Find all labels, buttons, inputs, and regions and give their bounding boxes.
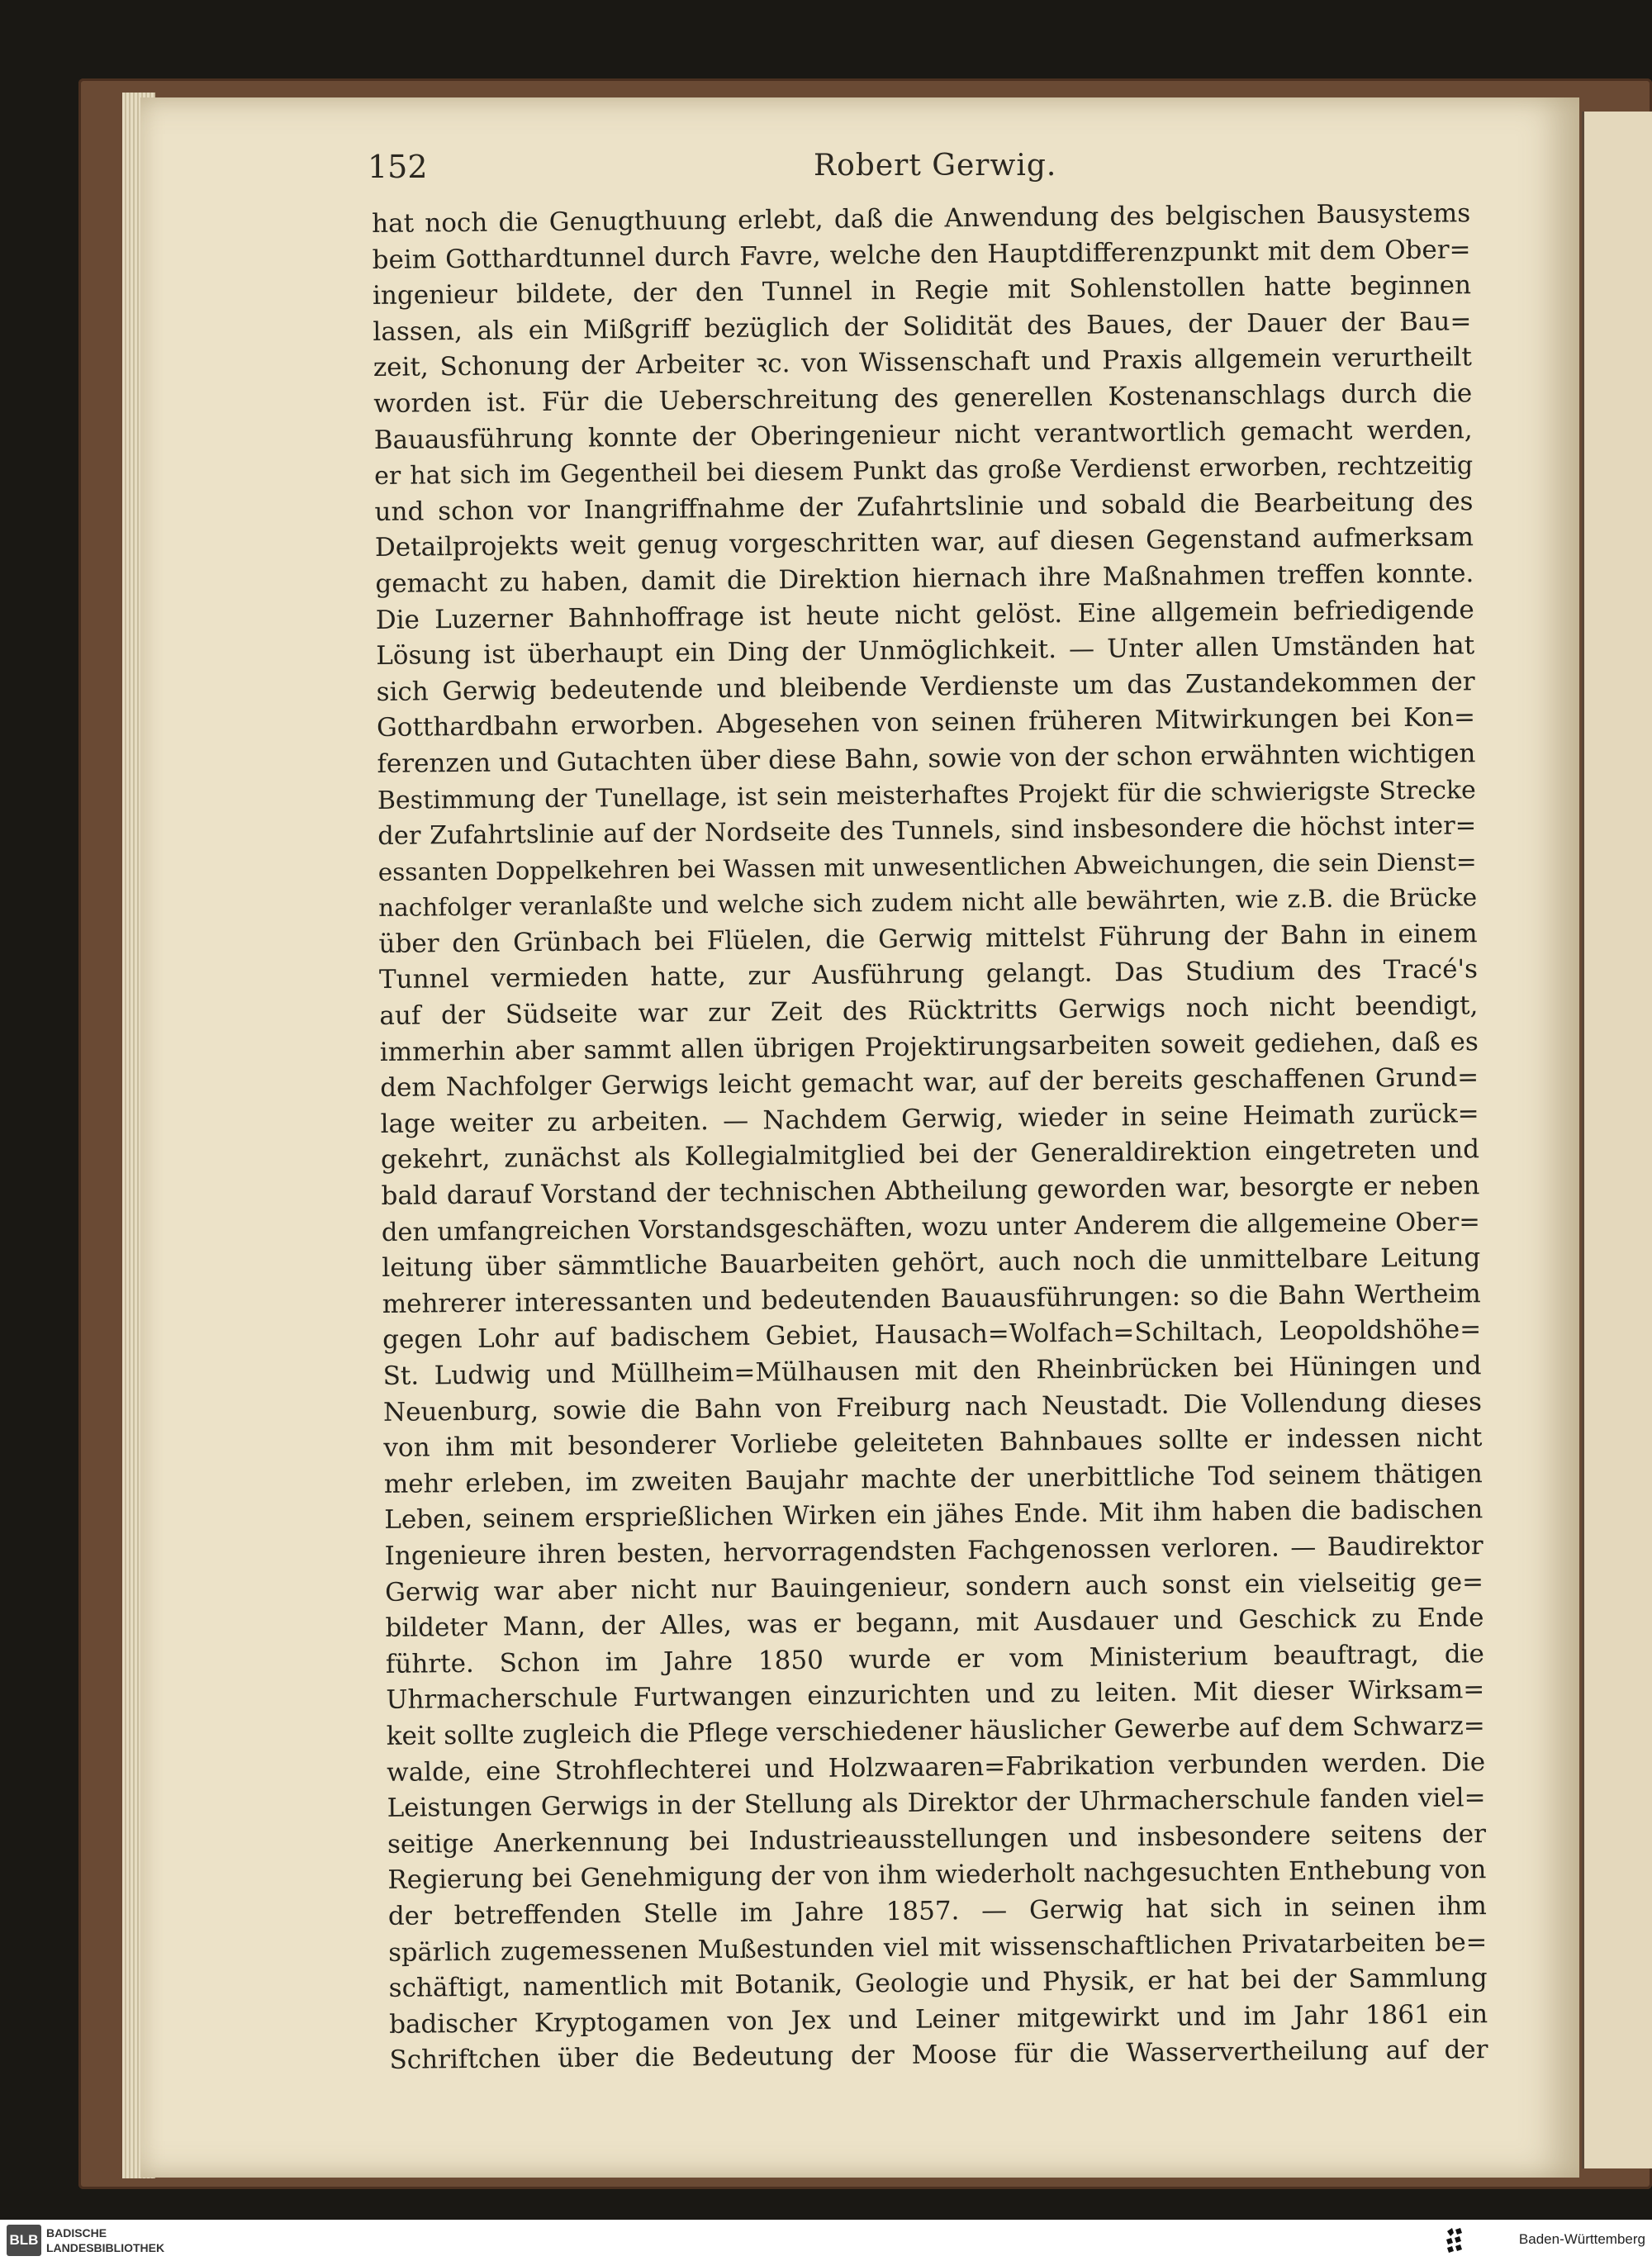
text-line: über den Grünbach bei Flüelen, die Gerwig mittelst Führung der Bahn in einem bbox=[378, 919, 1478, 959]
text-line: er hat sich im Gegentheil bei diesem Punkt das große Verdienst erworben, rechtzeitig bbox=[373, 451, 1474, 492]
text-line: bildeter Mann, der Alles, was er begann, mit Ausdauer und Geschick zu Ende bbox=[385, 1603, 1484, 1644]
blb-line-1: BADISCHE bbox=[46, 2226, 107, 2240]
text-line: auf der Südseite war zur Zeit des Rücktritts Gerwigs noch nicht beendigt, bbox=[379, 990, 1479, 1032]
running-title: Robert Gerwig. bbox=[814, 149, 1057, 183]
text-line: Leben, seinem ersprießlichen Wirken ein jähes Ende. Mit ihm haben die badischen bbox=[384, 1494, 1483, 1536]
text-line: gekehrt, zunächst als Kollegialmitglied bei der Generaldirektion eingetreten und bbox=[380, 1134, 1480, 1176]
text-line: nachfolger veranlaßte und welche sich zudem nicht alle bewährten, wie z.B. die Brücke bbox=[377, 883, 1478, 923]
text-line: lage weiter zu arbeiten. — Nachdem Gerwig, wieder in seine Heimath zurück= bbox=[380, 1099, 1479, 1139]
text-line: walde, eine Strohflechterei und Holzwaaren=Fabrikation verbunden werden. Die bbox=[387, 1746, 1486, 1788]
text-line: St. Ludwig und Müllheim=Mülhausen mit den Rheinbrücken bei Hüningen und bbox=[382, 1351, 1482, 1391]
text-line: den umfangreichen Vorstandsgeschäften, wozu unter Anderem die allgemeine Ober= bbox=[381, 1207, 1481, 1247]
text-line: Bestimmung der Tunellage, ist sein meisterhaftes Projekt für die schwierigste Strecke bbox=[377, 775, 1477, 815]
text-line: zeit, Schonung der Arbeiter ꝛc. von Wissenschaft und Praxis allgemein verurtheilt bbox=[373, 342, 1472, 383]
text-line: Detailprojekts weit genug vorgeschritten war, auf diesen Gegenstand aufmerksam bbox=[374, 522, 1474, 563]
text-line: lassen, als ein Mißgriff bezüglich der Solidität des Baues, der Dauer der Bau= bbox=[373, 306, 1472, 347]
facing-page-edge bbox=[1582, 112, 1652, 2168]
baden-wuerttemberg-label[interactable]: Baden-Württemberg bbox=[1518, 2231, 1645, 2247]
text-line: Tunnel vermieden hatte, zur Ausführung gelangt. Das Studium des Tracé's bbox=[378, 954, 1479, 995]
text-line: hat noch die Genugthuung erlebt, daß die Anwendung des belgischen Bausystems bbox=[372, 198, 1471, 239]
running-head bbox=[368, 149, 1491, 190]
text-line: sich Gerwig bedeutende und bleibende Verdienste um das Zustandekommen der bbox=[376, 666, 1475, 707]
text-line: Gotthardbahn erworben. Abgesehen von seinen früheren Mitwirkungen bei Kon= bbox=[376, 702, 1476, 743]
text-line: Gerwig war aber nicht nur Bauingenieur, sondern auch sonst ein vielseitig ge= bbox=[384, 1566, 1484, 1608]
text-line: mehrerer interessanten und bedeutenden Bauausführungen: so die Bahn Wertheim bbox=[382, 1278, 1481, 1319]
text-line: ingenieur bildete, der den Tunnel in Regie mit Sohlenstollen hatte beginnen bbox=[372, 270, 1472, 311]
text-line: führte. Schon im Jahre 1850 wurde er vom Ministerium beauftragt, die bbox=[385, 1638, 1485, 1679]
text-line: Uhrmacherschule Furtwangen einzurichten und zu leiten. Mit dieser Wirksam= bbox=[386, 1674, 1485, 1716]
text-line: leitung über sämmtliche Bauarbeiten gehört, auch noch die unmittelbare Leitung bbox=[382, 1242, 1481, 1284]
text-line: essanten Doppelkehren bei Wassen mit unwesentlichen Abweichungen, die sein Dienst= bbox=[377, 847, 1477, 886]
text-line: bald darauf Vorstand der technischen Abtheilung geworden war, besorgte er neben bbox=[381, 1171, 1480, 1211]
text-line: schäftigt, namentlich mit Botanik, Geologie und Physik, er hat bei der Sammlung bbox=[388, 1963, 1488, 2003]
text-line: der Zufahrtslinie auf der Nordseite des Tunnels, sind insbesondere die höchst inter= bbox=[377, 811, 1477, 852]
text-line: Leistungen Gerwigs in der Stellung als Direktor der Uhrmacherschule fanden viel= bbox=[387, 1783, 1486, 1824]
text-line: gemacht zu haben, damit die Direktion hiernach ihre Maßnahmen treffen konnte. bbox=[375, 558, 1474, 599]
page-number: 152 bbox=[368, 149, 428, 185]
text-line: Neuenburg, sowie die Bahn von Freiburg nach Neustadt. Die Vollendung dieses bbox=[382, 1386, 1483, 1427]
blb-line-2: LANDESBIBLIOTHEK bbox=[46, 2241, 165, 2254]
footer-bar bbox=[0, 2220, 1652, 2261]
text-line: und schon vor Inangriffnahme der Zufahrtslinie und sobald die Bearbeitung des bbox=[374, 486, 1474, 527]
text-line: Regierung bei Genehmigung der von ihm wiederholt nachgesuchten Enthebung von bbox=[387, 1855, 1487, 1896]
blb-logo[interactable]: BLB bbox=[7, 2225, 41, 2256]
text-line: keit sollte zugleich die Pflege verschiedener häuslicher Gewerbe auf dem Schwarz= bbox=[386, 1711, 1485, 1751]
text-line: seitige Anerkennung bei Industrieausstellungen und insbesondere seitens der bbox=[387, 1818, 1487, 1860]
text-line: Die Luzerner Bahnhoffrage ist heute nicht gelöst. Eine allgemein befriedigende bbox=[375, 594, 1474, 635]
baden-wuerttemberg-emblem-icon bbox=[1444, 2226, 1469, 2254]
text-line: worden ist. Für die Ueberschreitung des generellen Kostenanschlags durch die bbox=[373, 378, 1473, 419]
text-line: spärlich zugemessenen Mußestunden viel mit wissenschaftlichen Privatarbeiten be= bbox=[388, 1927, 1488, 1968]
body-text bbox=[372, 196, 1488, 2079]
text-line: immerhin aber sammt allen übrigen Projektirungsarbeiten soweit gediehen, daß es bbox=[379, 1026, 1479, 1067]
blb-name bbox=[46, 2225, 164, 2255]
text-line: Ingenieure ihren besten, hervorragendsten Fachgenossen verloren. — Baudirektor bbox=[384, 1531, 1483, 1571]
text-line: badischer Kryptogamen von Jex und Leiner mitgewirkt und im Jahr 1861 ein bbox=[388, 1998, 1488, 2040]
text-line: mehr erleben, im zweiten Baujahr machte der unerbittliche Tod seinem thätigen bbox=[383, 1458, 1483, 1499]
text-line: Lösung ist überhaupt ein Ding der Unmöglichkeit. — Unter allen Umständen hat bbox=[376, 630, 1475, 672]
text-line: gegen Lohr auf badischem Gebiet, Hausach=Wolfach=Schiltach, Leopoldshöhe= bbox=[382, 1314, 1482, 1356]
text-line: Schriftchen über die Bedeutung der Moose für die Wasservertheilung auf der bbox=[389, 2035, 1488, 2076]
text-line: der betreffenden Stelle im Jahre 1857. — Gerwig hat sich in seinen ihm bbox=[387, 1891, 1487, 1931]
text-line: dem Nachfolger Gerwigs leicht gemacht war, auf der bereits geschaffenen Grund= bbox=[380, 1062, 1479, 1104]
text-line: beim Gotthardtunnel durch Favre, welche den Hauptdifferenzpunkt mit dem Ober= bbox=[372, 234, 1471, 275]
text-line: Bauausführung konnte der Oberingenieur nicht verantwortlich gemacht werden, bbox=[373, 414, 1473, 455]
text-line: von ihm mit besonderer Vorliebe geleiteten Bahnbaues sollte er indessen nicht bbox=[383, 1423, 1483, 1464]
text-line: ferenzen und Gutachten über diese Bahn, sowie von der schon erwähnten wichtigen bbox=[377, 739, 1476, 779]
